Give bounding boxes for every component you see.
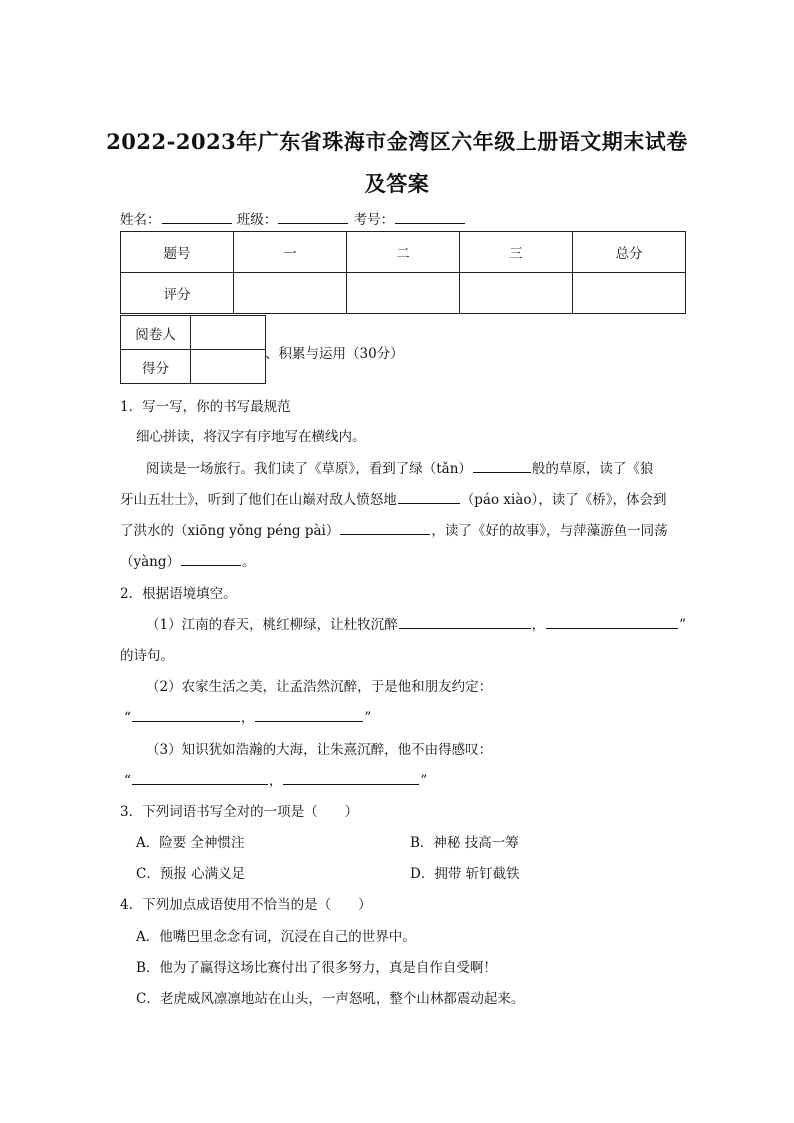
- question-2-item-3: （3）知识犹如浩瀚的大海，让朱熹沉醉，他不由得感叹：: [146, 742, 493, 758]
- class-blank[interactable]: [278, 222, 348, 224]
- answer-blank[interactable]: [132, 783, 268, 785]
- option-c[interactable]: C．预报 心满义足: [136, 866, 246, 882]
- student-info-line: [120, 208, 466, 228]
- score-label: 得分: [121, 350, 191, 384]
- text-segment: （páo xiào），读了《桥》，体会到: [460, 492, 667, 508]
- header-cell: 一: [234, 232, 347, 273]
- text-segment: ”: [364, 710, 372, 726]
- document-title-line2: 及答案: [364, 171, 430, 196]
- exam-number-label: 考号：: [353, 212, 395, 228]
- question-2-item-1-tail: 的诗句。: [120, 648, 174, 664]
- score-table: [120, 231, 686, 314]
- reviewer-cell[interactable]: [191, 316, 266, 350]
- name-label: 姓名：: [120, 212, 161, 228]
- answer-blank[interactable]: [473, 471, 531, 473]
- question-1-line-4: [120, 550, 256, 570]
- question-2-item-2-answer: [124, 706, 371, 726]
- reviewer-table: [120, 315, 266, 384]
- document-title-line1: 2022-2023年广东省珠海市金湾区六年级上册语文期末试卷: [106, 129, 688, 154]
- text-segment: 般的草原，读了《狼: [531, 461, 654, 477]
- answer-blank[interactable]: [398, 502, 460, 504]
- question-1-title: 1．写一写，你的书写最规范: [120, 399, 291, 415]
- text-segment: 阅读是一场旅行。我们读了《草原》，看到了绿（tǎn）: [146, 461, 472, 477]
- score-table-score-row: [121, 273, 686, 314]
- option-a[interactable]: A．他嘴巴里念念有词，沉浸在自己的世界中。: [136, 929, 416, 945]
- answer-blank[interactable]: [340, 533, 430, 535]
- text-segment: ，: [240, 710, 255, 726]
- answer-blank[interactable]: [181, 564, 241, 566]
- option-b[interactable]: B．神秘 技高一筹: [410, 835, 519, 851]
- section-heading: 、积累与运用（30分）: [265, 346, 404, 362]
- question-1-instruction: 细心拼读，将汉字有序地写在横线内。: [136, 429, 366, 445]
- text-segment: ，读了《好的故事》，与萍藻游鱼一同荡: [431, 523, 668, 539]
- question-1-line-1: [146, 457, 653, 477]
- option-c[interactable]: C．老虎威风凛凛地站在山头，一声怒吼，整个山林都震动起来。: [136, 991, 525, 1007]
- text-segment: ，: [531, 617, 546, 633]
- exam-number-blank[interactable]: [395, 222, 465, 224]
- header-cell: 总分: [573, 232, 686, 273]
- question-3-title: 3．下列词语书写全对的一项是（ ）: [120, 804, 359, 820]
- question-1-line-3: [120, 519, 668, 539]
- text-segment: ，: [268, 773, 283, 789]
- class-label: 班级：: [236, 212, 278, 228]
- score-table-header-row: [121, 232, 686, 273]
- score-cell[interactable]: [234, 273, 347, 314]
- name-blank[interactable]: [162, 222, 232, 224]
- option-d[interactable]: D．拥带 斩钉截铁: [410, 866, 520, 882]
- question-2-item-2: （2）农家生活之美，让孟浩然沉醉，于是他和朋友约定：: [146, 679, 493, 695]
- text-segment: （yàng）: [120, 554, 181, 570]
- answer-blank[interactable]: [255, 720, 363, 722]
- question-2-item-3-answer: [124, 769, 427, 789]
- text-segment: ”: [679, 617, 686, 633]
- text-segment: “: [124, 710, 131, 726]
- option-a[interactable]: A．险要 全神惯注: [136, 835, 245, 851]
- text-segment: 。: [242, 554, 256, 570]
- question-4-title: 4．下列加点成语使用不恰当的是（ ）: [120, 897, 372, 913]
- question-2-item-1: [146, 613, 686, 633]
- reviewer-label: 阅卷人: [121, 316, 191, 350]
- text-segment: 了洪水的（xiōng yǒng péng pài）: [120, 523, 340, 539]
- answer-blank[interactable]: [283, 783, 419, 785]
- score-value-cell[interactable]: [191, 350, 266, 384]
- text-segment: 牙山五壮士》，听到了他们在山巅对敌人愤怒地: [120, 492, 397, 508]
- header-cell: 二: [347, 232, 460, 273]
- score-cell[interactable]: [460, 273, 573, 314]
- text-segment: （1）江南的春天，桃红柳绿，让杜牧沉醉: [146, 617, 398, 633]
- answer-blank[interactable]: [399, 627, 531, 629]
- option-b[interactable]: B．他为了赢得这场比赛付出了很多努力，真是自作自受啊！: [136, 960, 497, 976]
- question-1-line-2: [120, 488, 666, 508]
- header-cell: 题号: [121, 232, 234, 273]
- row-label-cell: 评分: [121, 273, 234, 314]
- question-2-title: 2．根据语境填空。: [120, 586, 237, 602]
- answer-blank[interactable]: [546, 627, 678, 629]
- answer-blank[interactable]: [132, 720, 240, 722]
- header-cell: 三: [460, 232, 573, 273]
- text-segment: “: [124, 773, 131, 789]
- score-cell[interactable]: [573, 273, 686, 314]
- score-cell[interactable]: [347, 273, 460, 314]
- text-segment: ”: [420, 773, 428, 789]
